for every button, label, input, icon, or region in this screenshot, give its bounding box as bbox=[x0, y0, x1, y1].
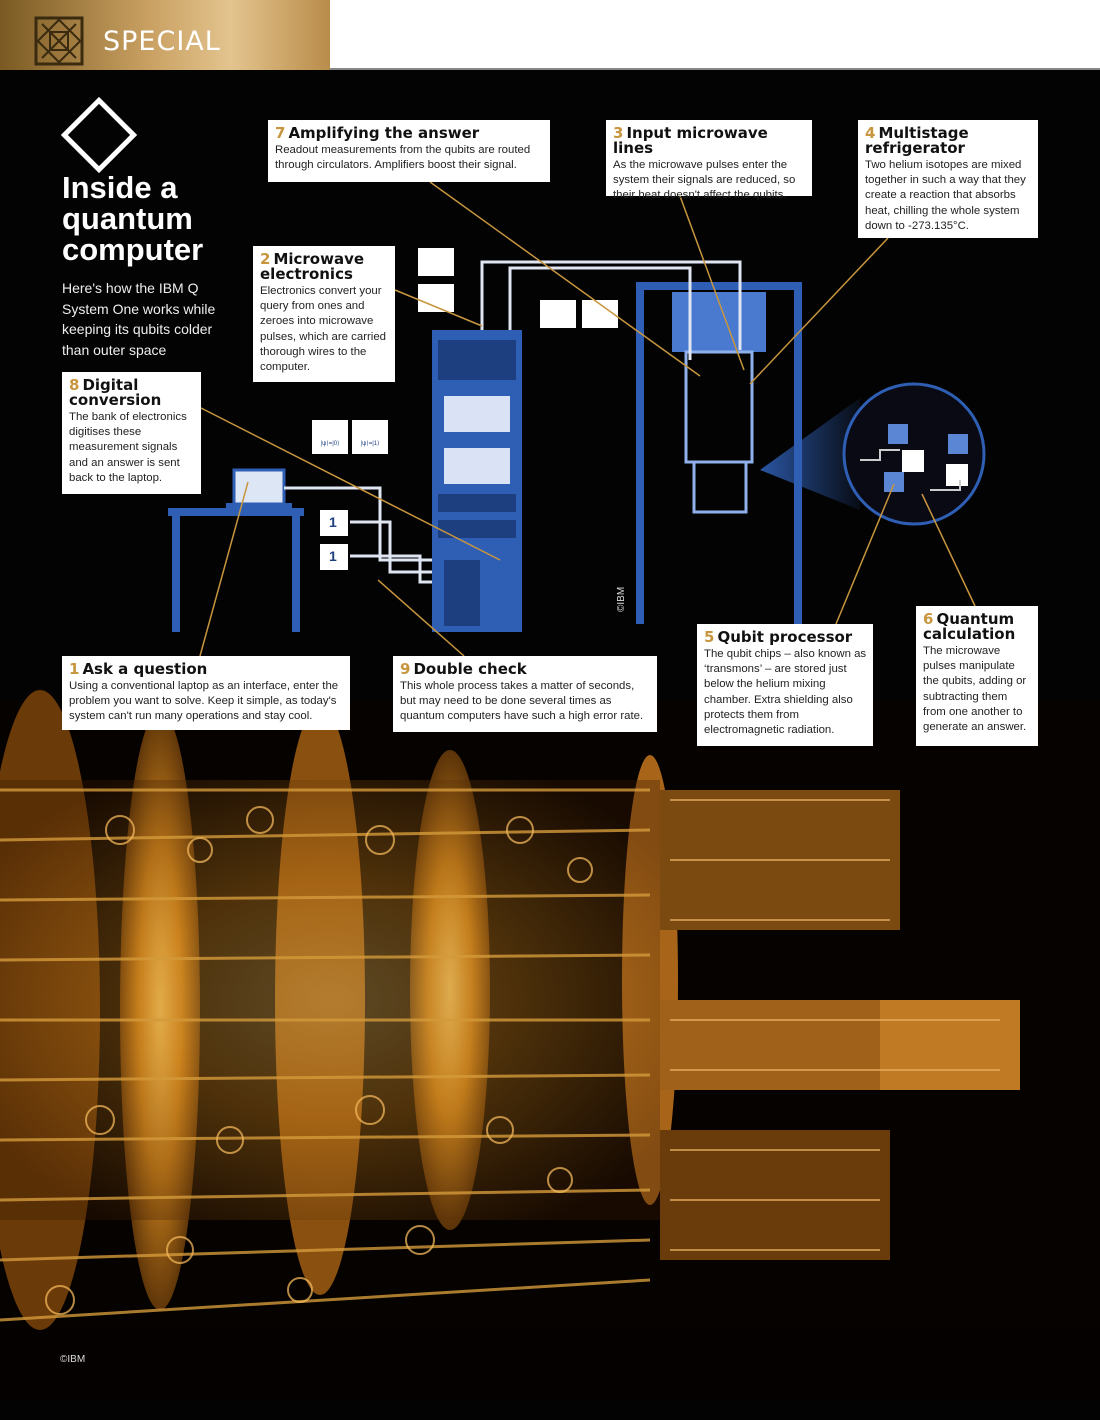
callout-title: Ask a question bbox=[82, 660, 208, 678]
callout-title: Qubit processor bbox=[717, 628, 853, 646]
callout-heading bbox=[400, 662, 651, 677]
callout-input-microwave-lines bbox=[606, 120, 812, 202]
callout-heading bbox=[613, 126, 806, 156]
callout-number: 2 bbox=[260, 250, 271, 268]
callout-number: 3 bbox=[613, 124, 624, 142]
laptop-desk bbox=[168, 470, 304, 632]
callout-heading bbox=[704, 630, 867, 645]
callout-amplifying-answer bbox=[268, 120, 550, 182]
callout-number: 5 bbox=[704, 628, 715, 646]
callout-heading bbox=[69, 378, 195, 408]
callout-body: Two helium isotopes are mixed together in such a way that they create a reaction that absorbs heat, chilling the whole system down to -273.135°C. bbox=[865, 159, 1026, 232]
callout-title: Digital conversion bbox=[69, 376, 162, 409]
callout-number: 6 bbox=[923, 610, 934, 628]
callout-title: Microwave electronics bbox=[260, 250, 365, 283]
readout-a-label: |ψ⟩=|0⟩ bbox=[320, 441, 340, 447]
callout-double-check bbox=[393, 656, 657, 732]
callout-heading bbox=[260, 252, 389, 282]
section-label: SPECIAL bbox=[103, 26, 221, 57]
callout-heading bbox=[69, 662, 344, 677]
article-intro: Here's how the IBM Q System One works while keeping its qubits colder than outer space bbox=[62, 280, 216, 358]
diagram-credit: ©IBM bbox=[616, 586, 627, 612]
refrigerator-frame bbox=[636, 282, 802, 624]
callout-title: Amplifying the answer bbox=[288, 124, 480, 142]
callout-body: The qubit chips – also known as ‘transmons’ – are stored just below the helium mixing chamber. Extra shielding also protects them from electromagnetic radiation. bbox=[704, 648, 867, 737]
chandelier-photo bbox=[0, 690, 1100, 1400]
callout-title: Double check bbox=[413, 660, 527, 678]
callout-ask-question bbox=[62, 656, 350, 730]
callout-body: Using a conventional laptop as an interface, enter the problem you want to solve. Keep it simple, as today's system can't run many operations and stay cool. bbox=[69, 680, 339, 723]
callout-title: Quantum calculation bbox=[923, 610, 1016, 643]
photo-credit: ©IBM bbox=[60, 1354, 86, 1365]
bit-one-label: 1 bbox=[329, 514, 337, 530]
electronics-rack bbox=[432, 330, 522, 632]
callout-digital-conversion bbox=[62, 372, 201, 494]
article-title: Inside a quantum computer bbox=[62, 170, 204, 267]
callout-heading bbox=[275, 126, 544, 141]
bit-two-label: 1 bbox=[329, 548, 337, 564]
callout-quantum-calculation bbox=[916, 606, 1038, 746]
callout-multistage-refrigerator bbox=[858, 120, 1038, 238]
callout-body: Readout measurements from the qubits are routed through circulators. Amplifiers boost their signal. bbox=[275, 144, 531, 172]
callout-body: The microwave pulses manipulate the qubits, adding or subtracting them from one another to generate an answer. bbox=[923, 645, 1027, 734]
callout-number: 9 bbox=[400, 660, 411, 678]
callout-microwave-electronics bbox=[253, 246, 395, 382]
callout-title: Input microwave lines bbox=[613, 124, 768, 157]
callout-body: Electronics convert your query from ones and zeroes into microwave pulses, which are carried thorough wires to the computer. bbox=[260, 285, 386, 374]
callout-heading bbox=[923, 612, 1032, 642]
callout-qubit-processor bbox=[697, 624, 873, 746]
callout-number: 8 bbox=[69, 376, 80, 394]
callout-title: Multistage refrigerator bbox=[865, 124, 969, 157]
callout-body: As the microwave pulses enter the system their signals are reduced, so their heat doesn't affect the qubits. bbox=[613, 159, 796, 202]
callout-number: 7 bbox=[275, 124, 286, 142]
callout-number: 4 bbox=[865, 124, 876, 142]
callout-heading bbox=[865, 126, 1032, 156]
callout-body: The bank of electronics digitises these measurement signals and an answer is sent back to the laptop. bbox=[69, 411, 187, 484]
callout-number: 1 bbox=[69, 660, 80, 678]
readout-b-label: |ψ⟩=|1⟩ bbox=[360, 441, 380, 447]
callout-body: This whole process takes a matter of seconds, but may need to be done several times as quantum computers have such a high error rate. bbox=[400, 680, 644, 723]
